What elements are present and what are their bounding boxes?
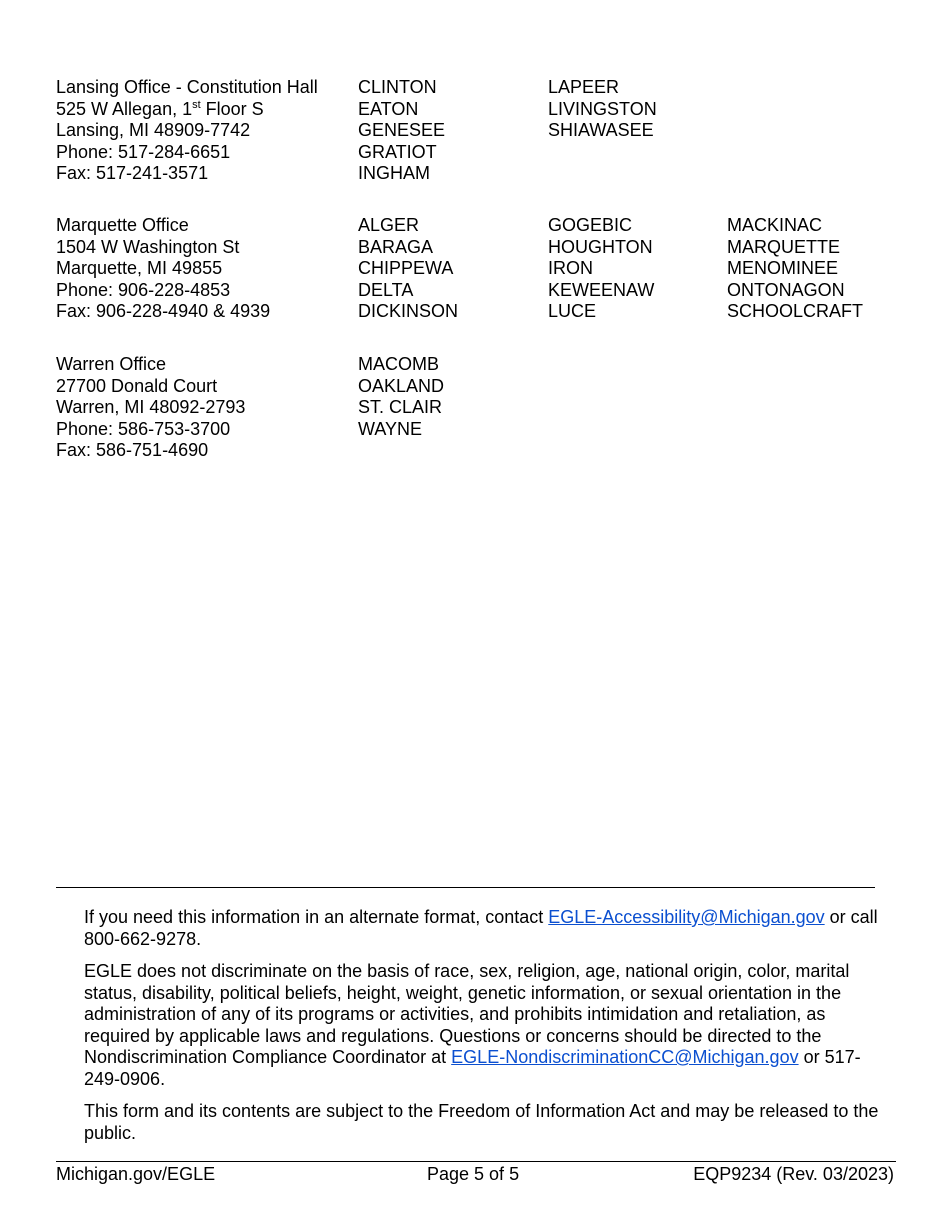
footer-page-number: Page 5 of 5: [427, 1164, 520, 1184]
accessibility-notice: [84, 907, 879, 950]
county: BARAGA: [358, 236, 434, 257]
office-marquette: [56, 215, 936, 335]
county-column-1: [358, 354, 444, 440]
notice-text: or call 800-662-9278.: [84, 907, 878, 949]
county: OAKLAND: [358, 375, 445, 396]
county: INGHAM: [358, 163, 430, 183]
office-address-block: [56, 77, 318, 185]
notice-text: If you need this information in an alternate format, contact: [84, 907, 549, 927]
section-divider: [56, 887, 875, 888]
office-fax: Fax: 906-228-4940 & 4939: [56, 301, 271, 321]
county-column-2: [548, 215, 654, 323]
county: DICKINSON: [358, 301, 459, 321]
street-prefix: 525 W Allegan, 1: [56, 98, 193, 119]
accessibility-email-link[interactable]: EGLE-Accessibility@Michigan.gov: [548, 907, 825, 927]
street-suffix: Floor S: [200, 98, 264, 119]
office-phone: Phone: 906-228-4853: [56, 279, 231, 300]
county: GRATIOT: [358, 141, 437, 162]
office-city: Marquette, MI 49855: [56, 258, 223, 278]
county: LUCE: [548, 301, 597, 321]
county-column-2: [548, 77, 657, 142]
county-column-1: [358, 215, 458, 323]
county: KEWEENAW: [548, 279, 655, 300]
office-phone: Phone: 586-753-3700: [56, 418, 231, 439]
county: LIVINGSTON: [548, 98, 657, 119]
office-name: Lansing Office - Constitution Hall: [56, 77, 318, 97]
notice-text: EGLE does not discriminate on the basis of race, sex, religion, age, national origin, color, marital status, disability, political beliefs, height, weight, genetic information, or sexual orientation in the administration of any of its programs or activities, and prohibits intimidation and retaliation, as required by applicable laws and regulations. Questions or concerns should be directed to the Nondiscrimination Compliance Coordinator at: [84, 961, 850, 1067]
county: SHIAWASEE: [548, 120, 654, 140]
footer-form-id: EQP9234 (Rev. 03/2023): [693, 1164, 894, 1184]
office-city: Warren, MI 48092-2793: [56, 397, 246, 417]
county: CLINTON: [358, 77, 437, 97]
office-name: Warren Office: [56, 354, 167, 374]
nondiscrimination-notice: [84, 961, 879, 1090]
foia-notice: This form and its contents are subject to the Freedom of Information Act and may be released to the public.: [84, 1101, 879, 1143]
office-street: 1504 W Washington St: [56, 236, 240, 257]
office-phone: Phone: 517-284-6651: [56, 141, 231, 162]
county: DELTA: [358, 279, 414, 300]
office-address-block: [56, 354, 245, 462]
county-column-1: [358, 77, 445, 185]
office-warren: [56, 354, 936, 474]
ordinal-suffix: st: [192, 98, 201, 111]
office-fax: Fax: 517-241-3571: [56, 163, 209, 183]
county: ALGER: [358, 215, 420, 235]
office-street: 27700 Donald Court: [56, 375, 218, 396]
county: MACOMB: [358, 354, 439, 374]
county: HOUGHTON: [548, 236, 653, 257]
notice-text: or 517-249-0906.: [84, 1047, 861, 1089]
page-footer: [56, 1162, 896, 1186]
county: MARQUETTE: [727, 236, 841, 257]
office-lansing: [56, 77, 936, 197]
footer-website: Michigan.gov/EGLE: [56, 1164, 216, 1184]
county: GOGEBIC: [548, 215, 633, 235]
office-name: Marquette Office: [56, 215, 189, 235]
county: WAYNE: [358, 418, 423, 439]
county: CHIPPEWA: [358, 258, 454, 278]
office-street: [56, 99, 318, 121]
county: LAPEER: [548, 77, 620, 97]
county: IRON: [548, 258, 593, 278]
county: MENOMINEE: [727, 258, 839, 278]
office-city: Lansing, MI 48909-7742: [56, 120, 251, 140]
office-address-block: [56, 215, 270, 323]
office-fax: Fax: 586-751-4690: [56, 440, 209, 460]
nondiscrimination-email-link[interactable]: EGLE-NondiscriminationCC@Michigan.gov: [451, 1047, 799, 1067]
notice-block: [84, 907, 879, 1155]
county: ONTONAGON: [727, 279, 845, 300]
county: ST. CLAIR: [358, 397, 443, 417]
county: MACKINAC: [727, 215, 823, 235]
county: SCHOOLCRAFT: [727, 301, 864, 321]
county: EATON: [358, 98, 419, 119]
county-column-3: [727, 215, 863, 323]
county: GENESEE: [358, 120, 446, 140]
